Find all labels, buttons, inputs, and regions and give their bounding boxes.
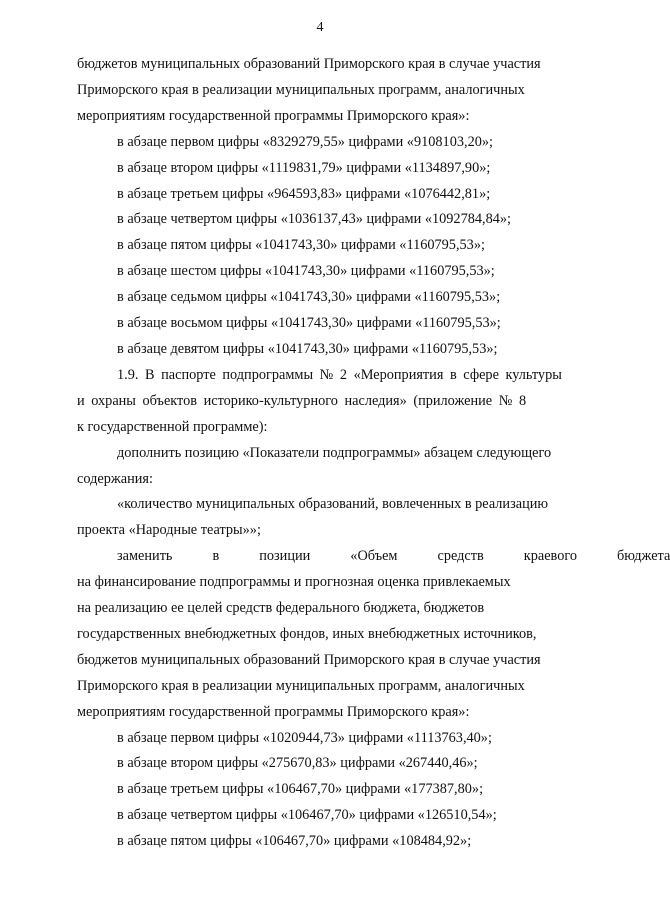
paragraph-line <box>77 544 670 570</box>
paragraph-line: государственных внебюджетных фондов, иных внебюджетных источников, <box>77 625 537 642</box>
document-body <box>77 52 670 855</box>
paragraph-line: содержания: <box>77 470 153 487</box>
paragraph-line: и охраны объектов историко-культурного наследия» (приложение № 8 <box>77 392 527 409</box>
word: «Объем <box>350 548 398 565</box>
word: бюджета <box>617 548 670 565</box>
word: позиции <box>259 548 311 565</box>
list-item: в абзаце третьем цифры «964593,83» цифрами «1076442,81»; <box>117 185 491 202</box>
list-item: в абзаце втором цифры «275670,83» цифрами «267440,46»; <box>117 755 478 772</box>
paragraph-line: к государственной программе): <box>77 418 268 435</box>
list-item: в абзаце четвертом цифры «1036137,43» цифрами «1092784,84»; <box>117 211 512 228</box>
list-item: в абзаце третьем цифры «106467,70» цифрами «177387,80»; <box>117 781 484 798</box>
list-item: в абзаце четвертом цифры «106467,70» цифрами «126510,54»; <box>117 807 497 824</box>
list-item: в абзаце пятом цифры «106467,70» цифрами «108484,92»; <box>117 833 472 850</box>
section-heading-line: 1.9. В паспорте подпрограммы № 2 «Мероприятия в сфере культуры <box>117 366 562 383</box>
paragraph-line: дополнить позицию «Показатели подпрограммы» абзацем следующего <box>117 444 552 461</box>
page-number: 4 <box>316 20 324 35</box>
spread-words <box>77 544 670 570</box>
word: краевого <box>523 548 578 565</box>
paragraph-line: мероприятиям государственной программы Приморского края»: <box>77 107 470 124</box>
list-item: в абзаце втором цифры «1119831,79» цифрами «1134897,90»; <box>117 159 491 176</box>
paragraph-line: Приморского края в реализации муниципальных программ, аналогичных <box>77 677 525 694</box>
paragraph-line: на реализацию ее целей средств федерального бюджета, бюджетов <box>77 600 485 617</box>
paragraph-line: мероприятиям государственной программы Приморского края»: <box>77 703 470 720</box>
quote-line: «количество муниципальных образований, вовлеченных в реализацию <box>117 496 549 513</box>
word: заменить <box>117 548 173 565</box>
list-item: в абзаце седьмом цифры «1041743,30» цифрами «1160795,53»; <box>117 289 501 306</box>
paragraph-line: бюджетов муниципальных образований Приморского края в случае участия <box>77 651 541 668</box>
quote-line: проекта «Народные театры»»; <box>77 522 261 539</box>
list-item: в абзаце восьмом цифры «1041743,30» цифрами «1160795,53»; <box>117 315 501 332</box>
list-item: в абзаце первом цифры «8329279,55» цифрами «9108103,20»; <box>117 133 493 150</box>
word: средств <box>437 548 484 565</box>
paragraph-line: бюджетов муниципальных образований Приморского края в случае участия <box>77 56 541 72</box>
list-item: в абзаце шестом цифры «1041743,30» цифрами «1160795,53»; <box>117 263 495 280</box>
list-item: в абзаце пятом цифры «1041743,30» цифрами «1160795,53»; <box>117 237 485 254</box>
list-item: в абзаце девятом цифры «1041743,30» цифрами «1160795,53»; <box>117 340 498 357</box>
list-item: в абзаце первом цифры «1020944,73» цифрами «1113763,40»; <box>117 729 492 746</box>
paragraph-line: на финансирование подпрограммы и прогнозная оценка привлекаемых <box>77 574 511 591</box>
paragraph-line: Приморского края в реализации муниципальных программ, аналогичных <box>77 81 525 98</box>
word: в <box>212 548 220 565</box>
